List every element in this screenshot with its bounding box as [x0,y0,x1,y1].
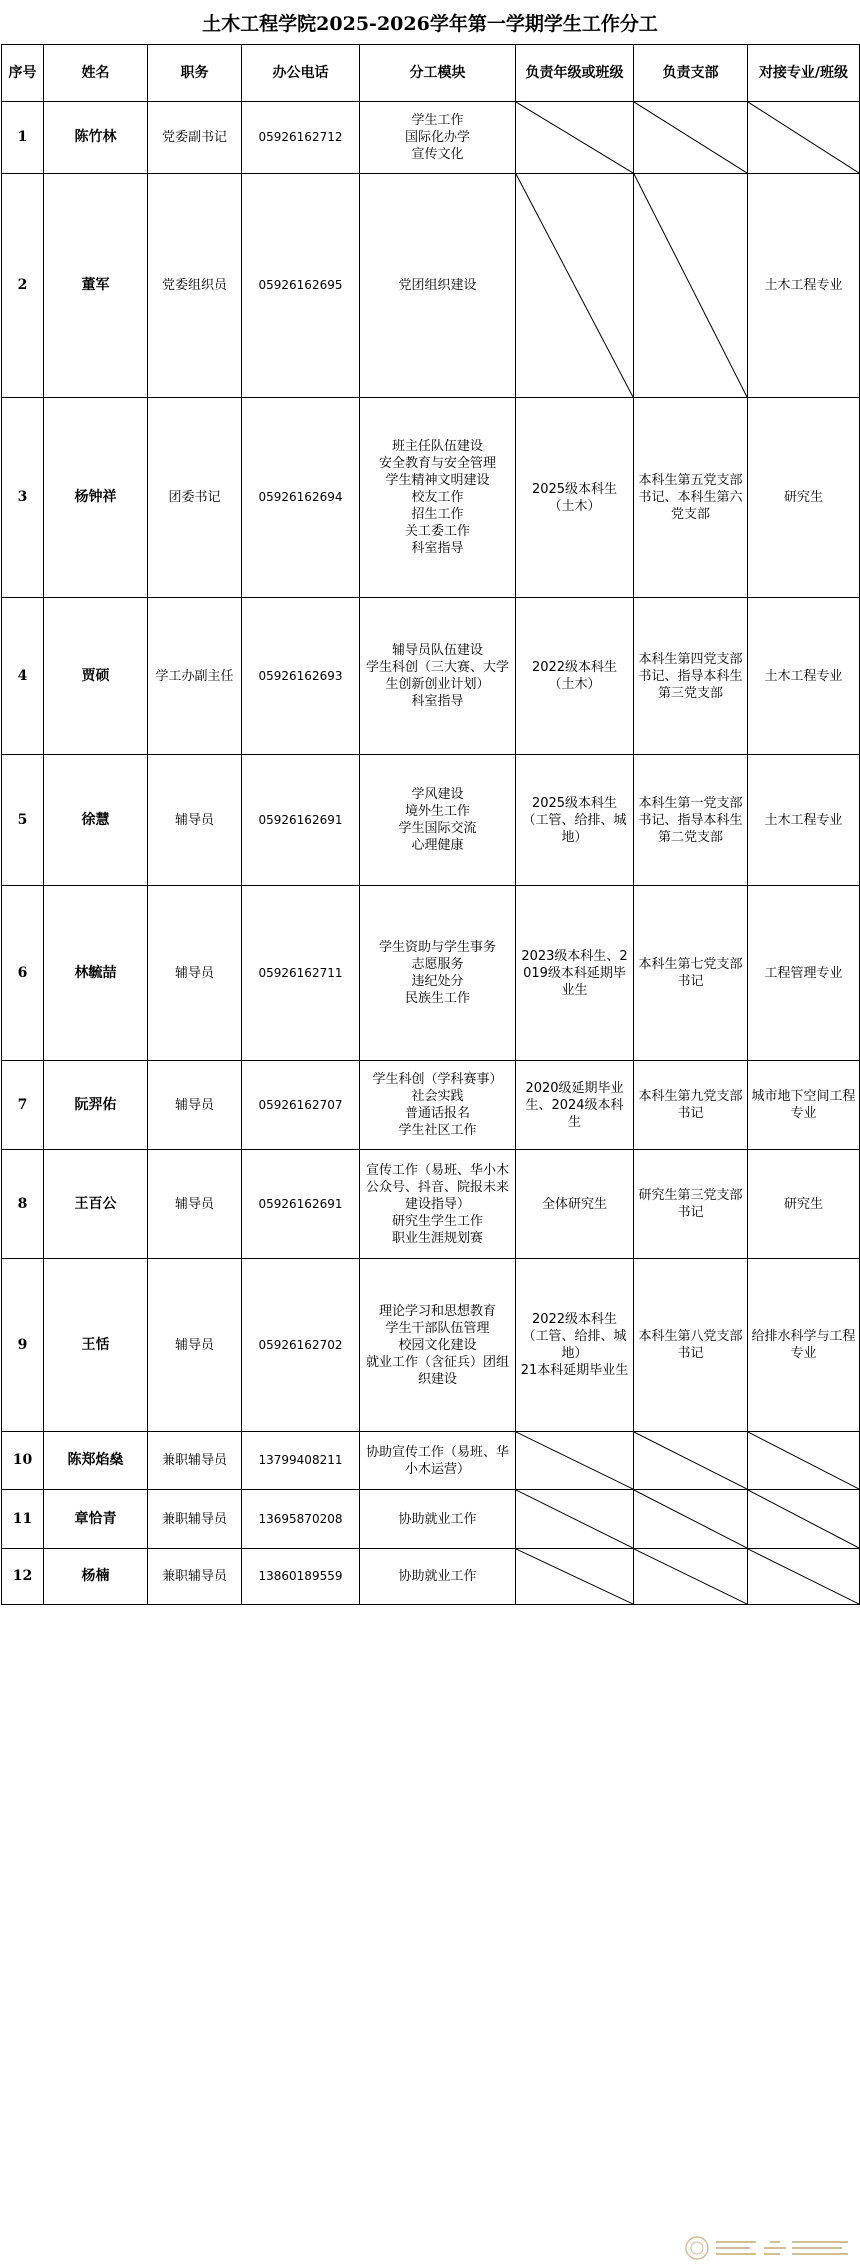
cell-branch: 本科生第五党支部书记、本科生第六党支部 [634,398,748,598]
table-row [2,102,860,174]
empty-cell-diagonal [634,102,748,174]
header-duty: 分工模块 [360,45,516,102]
duty-table [1,44,860,1605]
cell-major: 研究生 [748,1150,860,1259]
cell-name: 章恰青 [44,1490,148,1549]
empty-cell-diagonal [516,102,634,174]
empty-cell-diagonal [748,1549,860,1605]
cell-duty: 班主任队伍建设 安全教育与安全管理 学生精神文明建设 校友工作 招生工作 关工委工作 科室指导 [360,398,516,598]
cell-role: 兼职辅导员 [148,1549,242,1605]
cell-seq: 7 [2,1061,44,1150]
cell-duty: 协助宣传工作（易班、华小木运营） [360,1432,516,1490]
cell-name: 王恬 [44,1259,148,1432]
header-seq: 序号 [2,45,44,102]
cell-seq: 5 [2,755,44,886]
cell-branch: 本科生第四党支部书记、指导本科生第三党支部 [634,598,748,755]
cell-grade: 2023级本科生、2019级本科延期毕业生 [516,886,634,1061]
cell-branch: 本科生第八党支部书记 [634,1259,748,1432]
cell-seq: 2 [2,174,44,398]
cell-seq: 9 [2,1259,44,1432]
table-row [2,398,860,598]
empty-cell-diagonal [748,1432,860,1490]
cell-name: 董军 [44,174,148,398]
cell-major: 研究生 [748,398,860,598]
empty-cell-diagonal [634,1432,748,1490]
header-role: 职务 [148,45,242,102]
cell-duty: 宣传工作（易班、华小木公众号、抖音、院报未来建设指导） 研究生学生工作 职业生涯规划赛 [360,1150,516,1259]
cell-role: 党委副书记 [148,102,242,174]
table-row [2,1432,860,1490]
cell-major: 土木工程专业 [748,598,860,755]
table-row [2,1259,860,1432]
cell-tel: 13695870208 [242,1490,360,1549]
table-row [2,174,860,398]
cell-seq: 11 [2,1490,44,1549]
cell-seq: 6 [2,886,44,1061]
empty-cell-diagonal [634,1549,748,1605]
college-seal-logo [684,2235,854,2261]
cell-name: 陈郑焰燊 [44,1432,148,1490]
table-row [2,1549,860,1605]
header-name: 姓名 [44,45,148,102]
cell-branch: 研究生第三党支部书记 [634,1150,748,1259]
cell-grade: 2025级本科生 （土木） [516,398,634,598]
cell-role: 辅导员 [148,1150,242,1259]
cell-grade: 2025级本科生（工管、给排、城地） [516,755,634,886]
cell-tel: 05926162691 [242,755,360,886]
cell-branch: 本科生第九党支部书记 [634,1061,748,1150]
header-row [2,45,860,102]
empty-cell-diagonal [634,174,748,398]
cell-role: 团委书记 [148,398,242,598]
cell-duty: 学生工作 国际化办学 宣传文化 [360,102,516,174]
page-title: 土木工程学院2025-2026学年第一学期学生工作分工 [202,12,658,35]
cell-role: 兼职辅导员 [148,1432,242,1490]
header-tel: 办公电话 [242,45,360,102]
cell-name: 陈竹林 [44,102,148,174]
cell-branch: 本科生第七党支部书记 [634,886,748,1061]
cell-tel: 05926162695 [242,174,360,398]
cell-seq: 12 [2,1549,44,1605]
cell-tel: 05926162707 [242,1061,360,1150]
cell-major: 给排水科学与工程专业 [748,1259,860,1432]
cell-tel: 13799408211 [242,1432,360,1490]
cell-name: 王百公 [44,1150,148,1259]
cell-tel: 05926162712 [242,102,360,174]
cell-role: 学工办副主任 [148,598,242,755]
cell-duty: 辅导员队伍建设 学生科创（三大赛、大学生创新创业计划） 科室指导 [360,598,516,755]
cell-seq: 3 [2,398,44,598]
cell-grade: 2022级本科生（工管、给排、城地） 21本科延期毕业生 [516,1259,634,1432]
empty-cell-diagonal [516,1490,634,1549]
cell-tel: 05926162693 [242,598,360,755]
cell-duty: 协助就业工作 [360,1490,516,1549]
table-row [2,1061,860,1150]
cell-role: 辅导员 [148,755,242,886]
empty-cell-diagonal [516,1549,634,1605]
cell-duty: 协助就业工作 [360,1549,516,1605]
cell-major: 工程管理专业 [748,886,860,1061]
table-row [2,598,860,755]
table-row [2,755,860,886]
cell-name: 贾硕 [44,598,148,755]
cell-grade: 全体研究生 [516,1150,634,1259]
cell-name: 阮羿佑 [44,1061,148,1150]
empty-cell-diagonal [516,1432,634,1490]
header-major: 对接专业/班级 [748,45,860,102]
cell-role: 兼职辅导员 [148,1490,242,1549]
cell-tel: 05926162691 [242,1150,360,1259]
table-row [2,1490,860,1549]
cell-seq: 1 [2,102,44,174]
cell-major: 城市地下空间工程专业 [748,1061,860,1150]
cell-grade: 2022级本科生 （土木） [516,598,634,755]
cell-role: 辅导员 [148,1061,242,1150]
cell-duty: 学生科创（学科赛事） 社会实践 普通话报名 学生社区工作 [360,1061,516,1150]
cell-major: 土木工程专业 [748,174,860,398]
cell-role: 党委组织员 [148,174,242,398]
cell-duty: 学风建设 境外生工作 学生国际交流 心理健康 [360,755,516,886]
empty-cell-diagonal [516,174,634,398]
cell-duty: 学生资助与学生事务 志愿服务 违纪处分 民族生工作 [360,886,516,1061]
cell-duty: 党团组织建设 [360,174,516,398]
empty-cell-diagonal [748,102,860,174]
cell-role: 辅导员 [148,886,242,1061]
cell-tel: 13860189559 [242,1549,360,1605]
cell-branch: 本科生第一党支部书记、指导本科生第二党支部 [634,755,748,886]
cell-name: 杨楠 [44,1549,148,1605]
cell-tel: 05926162694 [242,398,360,598]
cell-seq: 8 [2,1150,44,1259]
cell-name: 徐慧 [44,755,148,886]
cell-major: 土木工程专业 [748,755,860,886]
cell-seq: 4 [2,598,44,755]
table-row [2,886,860,1061]
cell-tel: 05926162711 [242,886,360,1061]
cell-seq: 10 [2,1432,44,1490]
cell-name: 杨钟祥 [44,398,148,598]
empty-cell-diagonal [634,1490,748,1549]
header-grade: 负责年级或班级 [516,45,634,102]
table-row [2,1150,860,1259]
header-branch: 负责支部 [634,45,748,102]
cell-duty: 理论学习和思想教育 学生干部队伍管理 校园文化建设 就业工作（含征兵）团组织建设 [360,1259,516,1432]
cell-role: 辅导员 [148,1259,242,1432]
cell-name: 林毓喆 [44,886,148,1061]
cell-tel: 05926162702 [242,1259,360,1432]
empty-cell-diagonal [748,1490,860,1549]
cell-grade: 2020级延期毕业生、2024级本科生 [516,1061,634,1150]
